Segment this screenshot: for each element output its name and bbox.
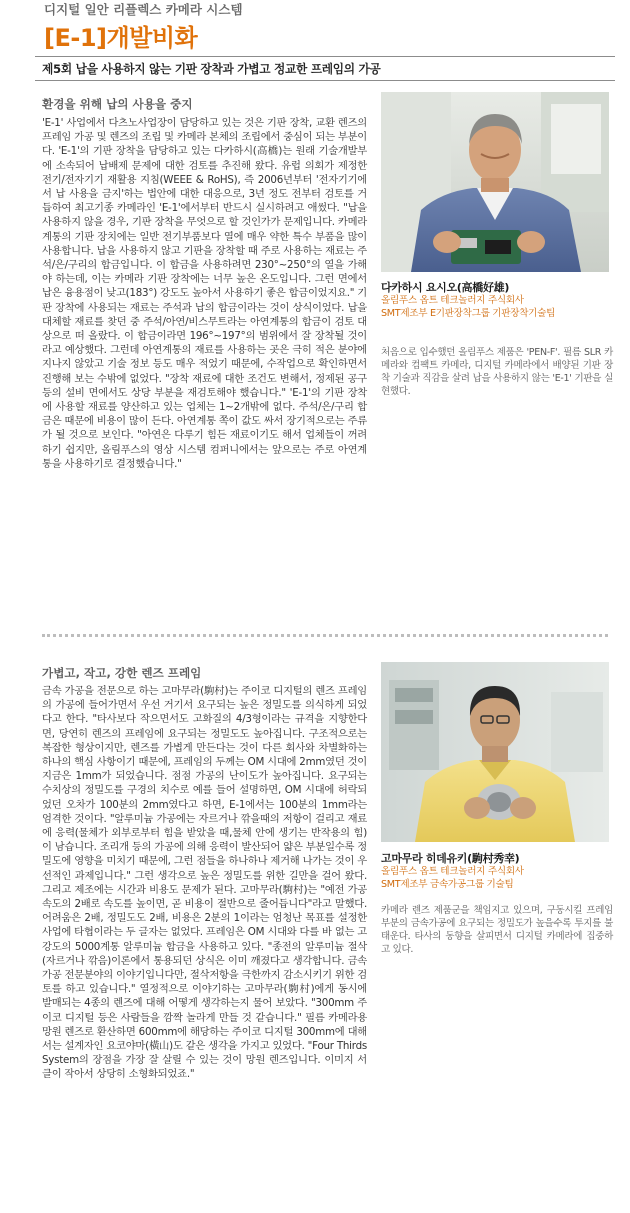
page-title: [E-1]개발비화 xyxy=(44,24,198,52)
section-separator xyxy=(42,634,608,637)
portrait-photo-komamura xyxy=(381,662,609,842)
portrait-komamura-illustration xyxy=(381,662,609,842)
person-affiliation-komamura xyxy=(381,866,611,891)
affiliation-department: SMT제조부 금속가공그룹 기술팀 xyxy=(381,878,514,890)
person-name-takahashi: 다카하시 요시오(高橋好雄) xyxy=(381,281,510,294)
series-supertitle: 디지털 일안 리플렉스 카메라 시스템 xyxy=(44,2,243,17)
section-heading-lead-free: 환경을 위해 납의 사용을 중지 xyxy=(42,97,193,111)
section-body-lead-free: 'E-1' 사업에서 다츠노사업장이 담당하고 있는 것은 기판 장착, 교환 렌즈의 프레임 가공 및 렌즈의 조립 및 카메라 본체의 조립에서 중심이 되는 부분이다. 'E-1'의 기판 장착을 담당하고 있는 다카하시(高橋)는 원래 기술개발부에 소속되어 납배제 문제에 대한 검토를 추진해 왔다. 유럽 의회가 제정한 전기/전자기기 재활용 지침(WEEE & RoHS), 즉 2006년부터 '전자기기에서 납 사용을 금지'하는 법안에 대한 대응으로, 3년 정도 전부터 검토를 거듭하여 최고기종 카메라인 'E-1'에서부터 반드시 실시하려고 애썼다. "납을 사용하지 않을 경우, 기판 장착을 무엇으로 할 것인가가 문제입니다. 카메라 계통의 기판 장치에는 일반 전기부품보다 열에 매우 약한 특수 부품을 많이 사용합니다. 납을 사용하지 않고 기판을 장착할 때 주로 사용하는 재료는 주석/은/구리의 합금입니다. 이 합금을 사용하려면 230°~250°의 열을 가해야 하는데, 이는 카메라 기판 장착에는 너무 높은 온도입니다. 그런 면에서 납은 융용점이 낮고(183°) 강도도 높아서 사용하기 좋은 합금이었지요." 기판 장착에 사용되는 재료는 주석과 납의 합금이라는 것이 상식이었다. 납을 대체할 재료를 찾던 중 주석/아연/비스무트라는 아연계통의 합금이 검토 대상으로 떠 올랐다. 이 합금이라면 196°~197°의 범위에서 잘 장착될 것이라고 예상했다. 그런데 아연계통의 재료를 사용하는 곳은 극히 적은 분야에 지나지 않았고 기술 정보 등도 매우 적었기 때문에, 수작업으로 확인하면서 진행해 보는 수밖에 없었다. "장착 재료에 대한 조건도 변해서, 정제된 공구 등의 설비 면에서도 상당 부분을 재검토해야 했습니다." 'E-1'의 기판 장착에 사용할 재료를 양산하고 있는 업체는 1~2개밖에 없다. 주석/은/구리 합금은 때문에 비용이 많이 든다. 아연계통 쪽이 값도 싸서 장기적으로는 주류가 될 것으로 보인다. "아연은 다루기 힘든 재료이기도 해서 업체들이 꺼려하기 쉽지만, 올림푸스의 영상 시스템 컴퍼니에서는 앞으로는 주로 아연계통을 사용하기로 결정했습니다." xyxy=(42,117,367,470)
title-divider-bottom xyxy=(35,80,615,81)
person-affiliation-takahashi xyxy=(381,295,611,320)
portrait-photo-takahashi xyxy=(381,92,609,272)
affiliation-company: 올림푸스 옵트 테크놀러지 주식회사 xyxy=(381,866,524,877)
section-body-lens-frame: 금속 가공을 전문으로 하는 고마무라(駒村)는 주이코 디지털의 렌즈 프레임의 가공에 들어가면서 우선 거기서 요구되는 높은 정밀도를 의식하게 되었다고 한다. "타사보다 작으면서도 고화질의 4/3형이라는 규격을 지향한다면, 당연히 렌즈의 프레임에 요구되는 정밀도도 높아집니다. 구조적으로는 복잡한 형상이지만, 렌즈를 가볍게 만든다는 것이 다른 회사와 차별화하는 하나의 핵심 사항이기 때문에, 프레임의 두께는 OM 시대에 2mm였던 것이 지금은 1mm가 되었습니다. 점점 가공의 난이도가 높아집니다. 요구되는 수치상의 정밀도를 구경의 치수로 예를 들어 설명하면, OM 시대에 허락되었던 오차가 100분의 2mm였다고 하면, E-1에서는 100분의 1mm라는 엄격한 것이다. "알루미늄 가공에는 자르거나 깎을때의 저항이 걸리고 재료에 응력(물체가 외부로부터 힘을 받았을 때,물체 안에 생기는 반작용의 힘)이 남습니다. 조리개 등의 가공에 의해 응력이 발산되어 얇은 부분일수록 정밀도에 영향을 미치기 때문에, 그런 점들을 하나하나 제거해 나가는 것이 우선적인 과제입니다." 그런 생각으로 높은 정밀도를 위한 길만을 걸어 왔다. 그리고 제조에는 시간과 비용도 문제가 된다. 고마무라(駒村)는 "예전 가공 속도의 2배로 속도를 높이면, 곧 비용이 절반으로 줄어듭니다"라고 말했다. 어려움은 2배, 정밀도도 2배, 비용은 2분의 1이라는 엄청난 목표를 설정한 사업에 타협이라는 두 글자는 없었다. 프레임은 OM 시대와 다를 바 없는 고강도의 5000계통 알루미늄 합금을 사용하고 있다. "종전의 알루미늄 절삭(자르거나 깎음)이론에서 통용되던 상식은 이미 깨졌다고 생각합니다. 금속가공 전문분야의 이야기입니다만, 절삭저항을 극한까지 감소시키기 위한 검토를 하고 있습니다." 열정적으로 이야기하는 고마무라(駒村)에게 동시에 발매되는 4종의 렌즈에 대해 어떻게 생각하는지 물어 보았다. "300mm 주이코 디지털 등은 사람들을 깜짝 놀라게 만들 것 같습니다." 필름 카메라용 망원 렌즈로 환산하면 600mm에 해당하는 주이코 디지털 300mm에 대해서는 설계자인 요코야마(橫山)도 같은 생각을 가지고 있었다. "Four Thirds System의 장점을 가장 잘 살릴 수 있는 것이 망원 렌즈입니다. 이미지 서클이 작아서 상당히 소형화되었죠." xyxy=(42,685,367,1081)
person-description-komamura: 카메라 렌즈 제품군을 책임지고 있으며, 구동시킬 프레임 부분의 금속가공에 요구되는 정밀도가 높을수록 투지를 불태운다. 타사의 동향을 살피면서 디지털 카메라에 집중하고 있다. xyxy=(381,905,613,955)
affiliation-department: SMT제조부 E기판장착그룹 기판장착기술팀 xyxy=(381,307,556,319)
article-subtitle: 제5회 납을 사용하지 않는 기판 장착과 가볍고 정교한 프레임의 가공 xyxy=(42,62,381,76)
person-description-takahashi: 처음으로 입수했던 올림푸스 제품은 'PEN-F'. 필름 SLR 카메라와 컴팩트 카메라, 디지털 카메라에서 배양된 기판 장착 기술과 직감을 살려 납을 사용하지 않는 'E-1' 기판을 실현했다. xyxy=(381,347,613,397)
affiliation-company: 올림푸스 옵트 테크놀러지 주식회사 xyxy=(381,295,524,306)
section-heading-lens-frame: 가볍고, 작고, 강한 렌즈 프레임 xyxy=(42,666,202,680)
title-divider-top xyxy=(35,56,615,57)
person-name-komamura: 고마무라 히데유키(駒村秀幸) xyxy=(381,852,520,865)
portrait-takahashi-illustration xyxy=(381,92,609,272)
